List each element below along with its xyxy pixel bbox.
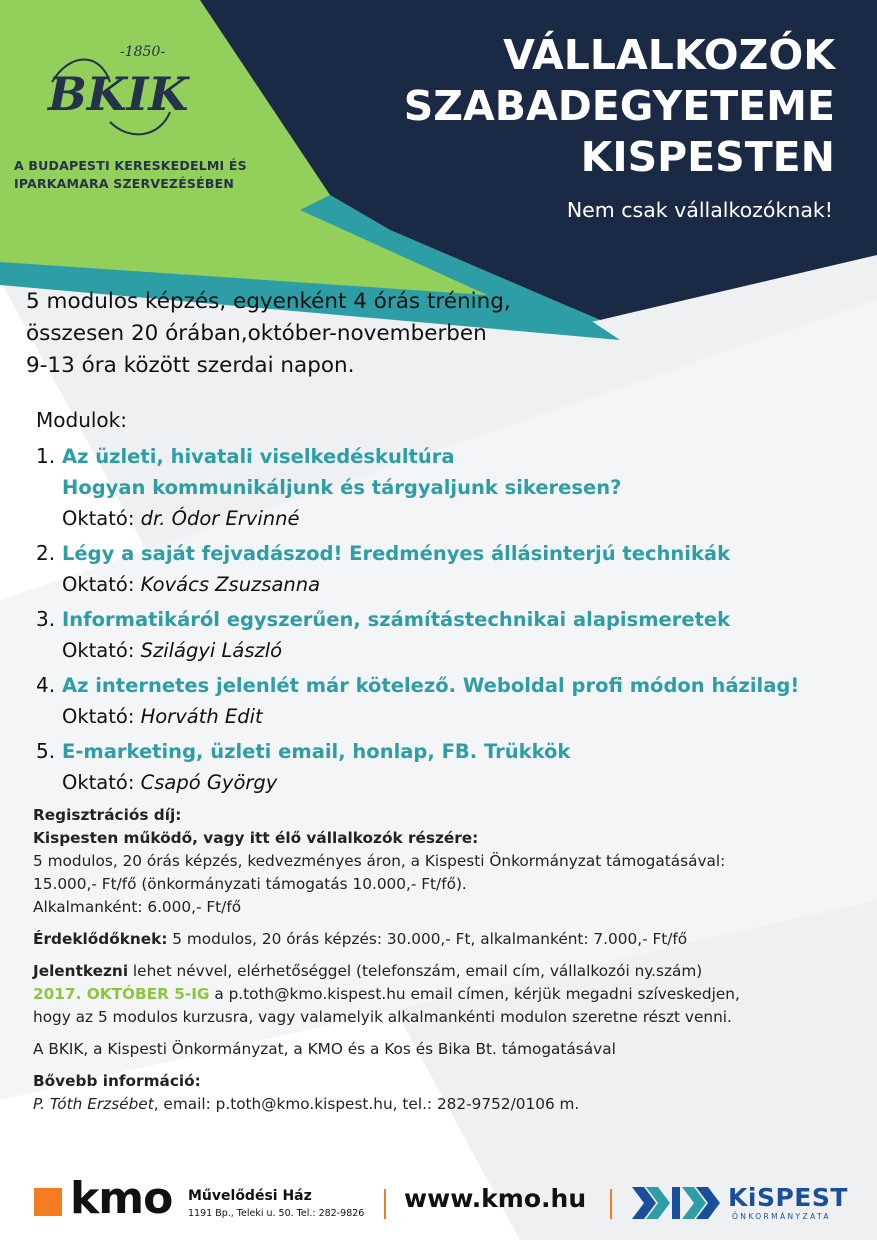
info-text: , email: p.toth@kmo.kispest.hu, tel.: 282-9752/0106 m. [153,1095,580,1113]
organizer-line-2: IPARKAMARA SZERVEZÉSÉBEN [14,176,235,191]
apply-label: Jelentkezni [33,962,129,980]
trainer-name: Horváth Edit [140,705,263,728]
module-number: 1. [36,444,56,468]
module-item [36,441,866,534]
apply-line-2 [33,983,873,1006]
apply-line-3: hogy az 5 modulos kurzusra, vagy valamelyik alkalmankénti modulon szeretne részt venni. [33,1008,732,1026]
trainer-label: Oktató: [62,507,135,530]
module-title: Az üzleti, hivatali viselkedéskultúra [62,445,455,468]
module-subtitle: Hogyan kommunikáljunk és tárgyaljunk sikeresen? [62,476,622,499]
local-heading: Kispesten működő, vagy itt élő vállalkozók részére: [33,829,479,847]
modules-heading: Modulok: [36,408,127,432]
svg-text:-1850-: -1850- [120,44,166,60]
organizer-line-1: A BUDAPESTI KERESKEDELMI ÉS [14,158,247,173]
organizer-text [14,157,247,193]
registration-heading: Regisztrációs díj: [33,806,182,824]
kispest-subtitle: ÖNKORMÁNYZATA [732,1212,831,1221]
support-line: A BKIK, a Kispesti Önkormányzat, a KMO és a Kos és Bika Bt. támogatásával [33,1040,616,1058]
kispest-xix-logo [632,1187,720,1219]
module-trainer [62,503,866,534]
intro-line-2: összesen 20 órában,október-novemberben [26,321,487,346]
intro-line-1: 5 modulos képzés, egyenként 4 órás tréning, [26,289,511,314]
info-line [33,1093,873,1116]
kmo-address: 1191 Bp., Teleki u. 50. Tel.: 282-9826 [188,1208,365,1219]
trainer-label: Oktató: [62,771,135,794]
info-name: P. Tóth Erzsébet [33,1095,154,1113]
title-line-3: KISPESTEN [580,133,835,181]
trainer-name: Kovács Zsuzsanna [140,573,321,596]
apply-line-1 [33,960,873,983]
module-trainer [62,569,866,600]
kispest-wordmark: KiSPEST [728,1183,848,1212]
module-number: 4. [36,673,56,697]
footer-divider [610,1189,612,1219]
intro-text [26,286,511,382]
module-number: 2. [36,541,56,565]
title-line-1: VÁLLALKOZÓK [503,31,835,79]
modules-list [36,441,866,802]
svg-text:BKIK: BKIK [48,67,189,121]
module-item [36,670,866,732]
kmo-logo-text: kmo [70,1173,173,1224]
local-line-1: 5 modulos, 20 órás képzés, kedvezményes áron, a Kispesti Önkormányzat támogatásával: [33,852,726,870]
trainer-name: Csapó György [140,771,278,794]
deadline: 2017. OKTÓBER 5-IG [33,985,210,1003]
module-item [36,736,866,798]
kmo-name: Művelődési Ház [188,1188,312,1204]
website-link[interactable]: www.kmo.hu [404,1184,587,1213]
module-trainer [62,767,866,798]
interested-text: 5 modulos, 20 órás képzés: 30.000,- Ft, alkalmanként: 7.000,- Ft/fő [167,930,688,948]
trainer-label: Oktató: [62,573,135,596]
module-number: 5. [36,739,56,763]
trainer-name: dr. Ódor Ervinné [140,507,300,530]
kmo-logo-square [34,1188,62,1216]
module-title: E-marketing, üzleti email, honlap, FB. Trükkök [62,740,571,763]
registration-section [33,804,873,1116]
footer-divider [384,1189,386,1219]
module-title: Az internetes jelenlét már kötelező. Weboldal profi módon házilag! [62,674,800,697]
page-subtitle: Nem csak vállalkozóknak! [566,198,833,222]
trainer-label: Oktató: [62,639,135,662]
bkik-logo [40,42,190,152]
module-item [36,538,866,600]
module-title: Informatikáról egyszerűen, számítástechnikai alapismeretek [62,608,731,631]
interested-label: Érdeklődőknek: [33,930,168,948]
footer [0,1175,877,1225]
module-trainer [62,701,866,732]
trainer-name: Szilágyi László [140,639,283,662]
local-line-2: 15.000,- Ft/fő (önkormányzati támogatás 10.000,- Ft/fő). [33,875,467,893]
local-line-3: Alkalmanként: 6.000,- Ft/fő [33,898,242,916]
module-number: 3. [36,607,56,631]
apply-text: lehet névvel, elérhetőséggel (telefonszám, email cím, vállalkozói ny.szám) [128,962,703,980]
apply-text-2: a p.toth@kmo.kispest.hu email címen, kérjük megadni szíveskedjen, [209,985,740,1003]
interested-line [33,928,873,951]
module-trainer [62,635,866,666]
module-item [36,604,866,666]
trainer-label: Oktató: [62,705,135,728]
intro-line-3: 9-13 óra között szerdai napon. [26,353,355,378]
page-title [355,30,835,183]
info-heading: Bővebb információ: [33,1072,201,1090]
title-line-2: SZABADEGYETEME [403,82,835,130]
module-title: Légy a saját fejvadászod! Eredményes állásinterjú technikák [62,542,731,565]
